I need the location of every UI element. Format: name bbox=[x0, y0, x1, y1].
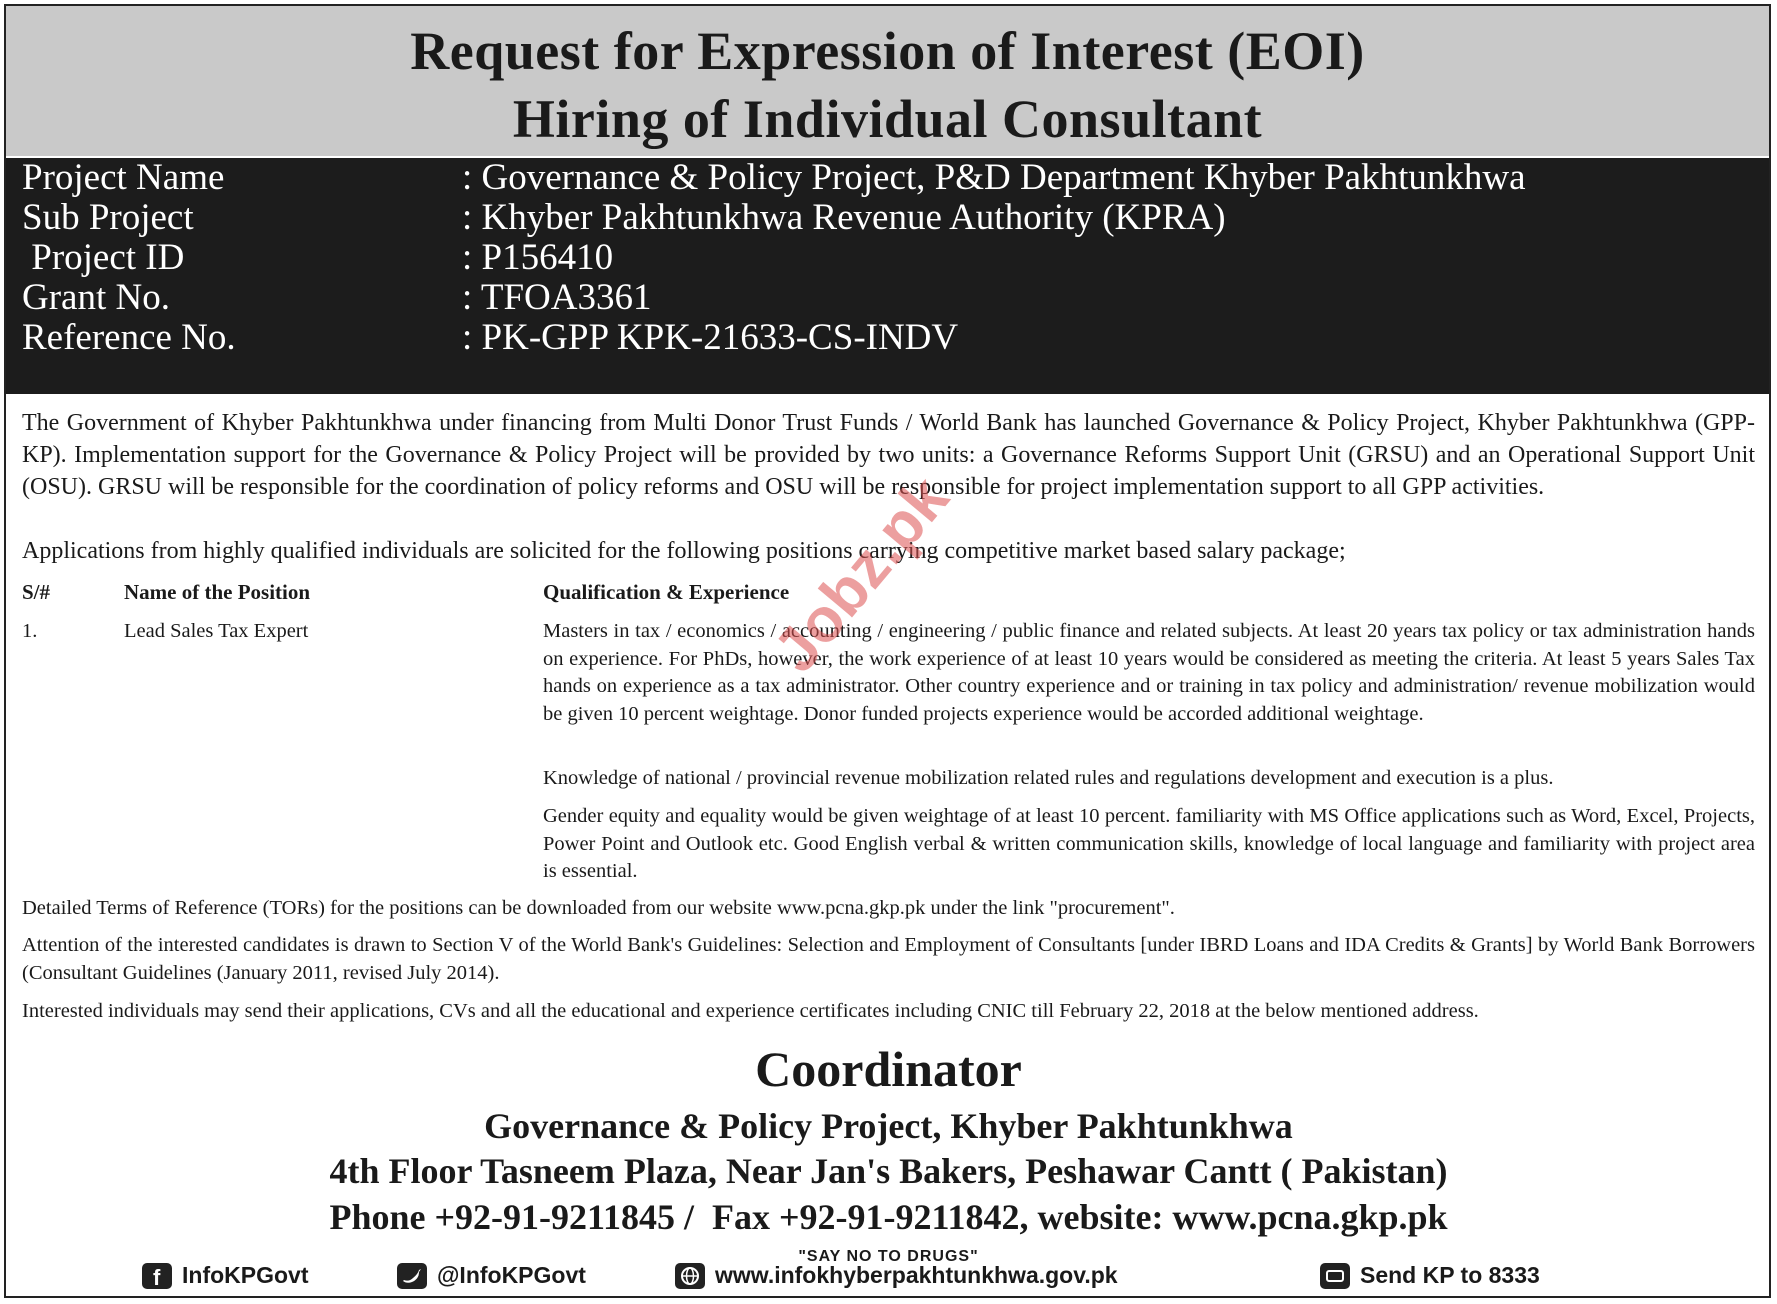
globe-icon bbox=[675, 1263, 705, 1289]
coordinator-line1: Governance & Policy Project, Khyber Pakhtunkhwa bbox=[484, 1106, 1293, 1146]
table-header-sn: S/# bbox=[22, 580, 51, 604]
slogan-text: "SAY NO TO DRUGS" bbox=[798, 1248, 979, 1265]
row-gender-text: Gender equity and equality would be given weightage of at least 10 percent. familiarity with MS Office applications such as Word, Excel, Projects, Power Point and Outlook etc. Good English verbal & written communication skills, knowledge of local language and familiarity with project area is essential. bbox=[543, 805, 1755, 882]
twitter-item[interactable] bbox=[397, 1262, 586, 1289]
facebook-handle: InfoKPGovt bbox=[182, 1262, 309, 1288]
twitter-icon bbox=[397, 1263, 427, 1289]
info-value: : Khyber Pakhtunkhwa Revenue Authority (KPRA) bbox=[462, 197, 1226, 238]
sms-item[interactable] bbox=[1320, 1262, 1540, 1289]
footer-bar bbox=[0, 1256, 1777, 1292]
apply-note: Interested individuals may send their applications, CVs and all the educational and experience certificates including CNIC till February 22, 2018 at the below mentioned address. bbox=[22, 1000, 1479, 1022]
header-banner bbox=[6, 6, 1769, 156]
info-label: Sub Project bbox=[22, 197, 194, 238]
website-item[interactable] bbox=[675, 1262, 1118, 1289]
info-value: : P156410 bbox=[462, 237, 614, 278]
coordinator-address: 4th Floor Tasneem Plaza, Near Jan's Bakers, Peshawar Cantt ( Pakistan) bbox=[329, 1151, 1448, 1191]
info-label: Project ID bbox=[22, 237, 185, 278]
info-value: : Governance & Policy Project, P&D Department Khyber Pakhtunkhwa bbox=[462, 157, 1526, 198]
table-header-position: Name of the Position bbox=[124, 580, 311, 604]
headline-eoi: Request for Expression of Interest (EOI) bbox=[410, 21, 1365, 81]
info-value: : TFOA3361 bbox=[462, 277, 652, 318]
facebook-icon bbox=[142, 1263, 172, 1289]
info-row bbox=[6, 316, 1769, 362]
website-link: www.infokhyberpakhtunkhwa.gov.pk bbox=[715, 1262, 1118, 1288]
sms-text: Send KP to 8333 bbox=[1360, 1262, 1540, 1288]
info-label: Reference No. bbox=[22, 317, 236, 358]
twitter-handle: @InfoKPGovt bbox=[437, 1262, 586, 1288]
svg-text:f: f bbox=[153, 1264, 161, 1289]
row-qualification-text: Masters in tax / economics / accounting / engineering / public finance and related subjects. At least 20 years tax policy or tax administration hands on experience. For PhDs, however, the work experience of at least 10 years would be considered as meeting the criteria. At least 5 years Sales Tax hands on experience as a tax administrator. Other country experience and or training in tax policy and administration/ revenue mobilization would be given 10 percent weightage. Donor funded projects experience would be accorded additional weightage. bbox=[543, 620, 1755, 725]
attention-note: Attention of the interested candidates is drawn to Section V of the World Bank's Guidelines: Selection and Employment of Consultants [under IBRD Loans and IDA Credits & Grants] by World Bank Borrowers (Consultant Guidelines (January 2011, revised July 2014). bbox=[22, 934, 1755, 984]
row-serial: 1. bbox=[22, 620, 38, 642]
applications-paragraph: Applications from highly qualified individuals are solicited for the following positions carrying competitive market based salary package; bbox=[22, 538, 1346, 564]
watermark: Jobz.pk bbox=[760, 463, 962, 685]
intro-paragraph: The Government of Khyber Pakhtunkhwa under financing from Multi Donor Trust Funds / World Bank has launched Governance & Policy Project, Khyber Pakhtunkhwa (GPP-KP). Implementation support for the Governance & Policy Project will be provided by two units: a Governance Reforms Support Unit (GRSU) and an Operational Support Unit (OSU). GRSU will be responsible for the coordination of policy reforms and OSU will be responsible for project implementation support to all GPP activities. bbox=[22, 410, 1755, 500]
row-position-name: Lead Sales Tax Expert bbox=[124, 620, 309, 642]
table-header-qualification: Qualification & Experience bbox=[543, 580, 790, 604]
coordinator-contact: Phone +92-91-9211845 / Fax +92-91-9211842, website: www.pcna.gkp.pk bbox=[329, 1197, 1448, 1237]
info-label: Project Name bbox=[22, 157, 225, 198]
coordinator-title: Coordinator bbox=[755, 1041, 1022, 1097]
info-label: Grant No. bbox=[22, 277, 170, 318]
facebook-item[interactable] bbox=[142, 1262, 309, 1289]
headline-hiring: Hiring of Individual Consultant bbox=[512, 89, 1263, 149]
project-info-block bbox=[6, 158, 1769, 394]
sms-icon bbox=[1320, 1263, 1350, 1289]
info-value: : PK-GPP KPK-21633-CS-INDV bbox=[462, 317, 959, 358]
row-knowledge-text: Knowledge of national / provincial revenue mobilization related rules and regulations development and execution is a plus. bbox=[543, 767, 1554, 789]
tor-note: Detailed Terms of Reference (TORs) for the positions can be downloaded from our website www.pcna.gkp.pk under the link "procurement". bbox=[22, 897, 1175, 919]
